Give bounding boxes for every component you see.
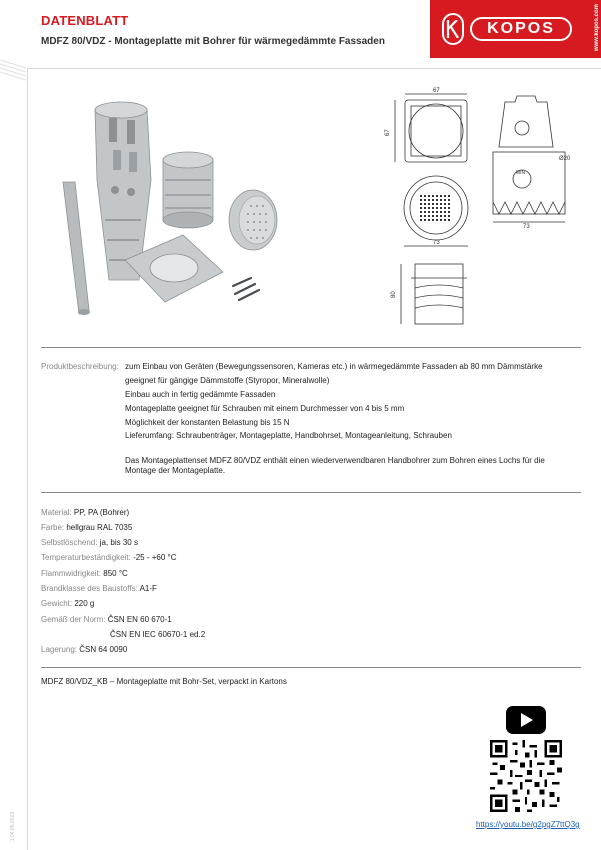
divider-properties [41, 492, 581, 493]
sleeve-side-view-drawing [401, 264, 467, 324]
technical-drawings [375, 82, 585, 332]
corner-decoration [0, 58, 28, 88]
play-triangle-icon [521, 713, 533, 727]
property-standard: Gemäß der Norm: ČSN EN 60 670-1 [41, 615, 172, 624]
description-line: Lieferumfang: Schraubenträger, Montageplatte, Handbohrset, Montageanleitung, Schrauben [125, 431, 452, 440]
dim-body-width: 73 [523, 224, 530, 230]
description-line: Möglichkeit der konstanten Belastung bis 15 N [125, 418, 290, 427]
description-line: Montageplatte geeignet für Schrauben mit einem Durchmesser von 4 bis 5 mm [125, 404, 405, 413]
description-line: geeignet für gängige Dämmstoffe (Styropor, Mineralwolle) [125, 376, 330, 385]
order-variant: MDFZ 80/VDZ_KB – Montageplatte mit Bohr-Set, verpackt in Kartons [41, 677, 287, 686]
property-standard-extra: ČSN EN IEC 60670-1 ed.2 [110, 630, 206, 639]
description-line: Einbau auch in fertig gedämmte Fassaden [125, 390, 276, 399]
youtube-link[interactable]: https://youtu.be/g2pgZ7ttQ3g [476, 820, 580, 829]
grid-holes-pattern [420, 194, 452, 222]
perforated-cap-image [229, 190, 277, 250]
dim-plate-width: 67 [433, 88, 440, 94]
brand-url: www.kopos.com [594, 4, 600, 52]
property-weight: Gewicht: 220 g [41, 599, 95, 608]
min-label: MIN [516, 170, 526, 176]
body-side-view-drawing [493, 96, 565, 222]
revision-date: 1.04.05.2023 [10, 812, 16, 842]
property-color: Farbe: hellgrau RAL 7035 [41, 523, 133, 532]
brand-logo-text: KOPOS [470, 17, 572, 41]
property-storage: Lagerung: ČSN 64 0090 [41, 645, 128, 654]
description-line: zum Einbau von Geräten (Bewegungssensoren, Kameras etc.) in wärmegedämmte Fassaden ab 80 mm Dämmstärke [125, 362, 543, 371]
description-note: Das Montageplattenset MDFZ 80/VDZ enthält einen wiederverwendbaren Handbohrer zum Bohren eines Lochs für die Montage der Montageplatte. [125, 456, 545, 475]
screws-image [233, 278, 259, 300]
dim-plate-height: 67 [385, 129, 391, 136]
description-label: Produktbeschreibung: [41, 362, 119, 371]
sleeve-image [163, 152, 213, 228]
plate-top-view-drawing [395, 94, 467, 162]
dim-body-height: 80 [391, 291, 397, 298]
dim-drill-diameter: Ø20 [559, 156, 571, 162]
frame-top-line [27, 68, 601, 69]
qr-code[interactable] [490, 740, 562, 812]
youtube-play-icon[interactable] [506, 706, 546, 734]
property-fire-class: Brandklasse des Baustoffs: A1-F [41, 584, 157, 593]
property-flammability: Flammwidrigkeit: 850 °C [41, 569, 128, 578]
brand-header [430, 0, 601, 58]
kopos-logo-icon [442, 13, 464, 45]
property-self-extinguishing: Selbstlöschend: ja, bis 30 s [41, 538, 138, 547]
product-subtitle: MDFZ 80/VDZ - Montageplatte mit Bohrer für wärmegedämmte Fassaden [41, 36, 385, 47]
divider-order [41, 667, 581, 668]
product-illustration [55, 90, 295, 330]
drill-rod-image [63, 182, 90, 315]
property-material: Material: PP, PA (Bohrer) [41, 508, 130, 517]
frame-left-line [27, 68, 28, 850]
datasheet-title: DATENBLATT [41, 13, 129, 28]
dim-grid-width: 73 [433, 240, 440, 246]
property-temperature: Temperaturbeständigkeit: -25 - +60 °C [41, 553, 177, 562]
divider-description [41, 347, 581, 348]
